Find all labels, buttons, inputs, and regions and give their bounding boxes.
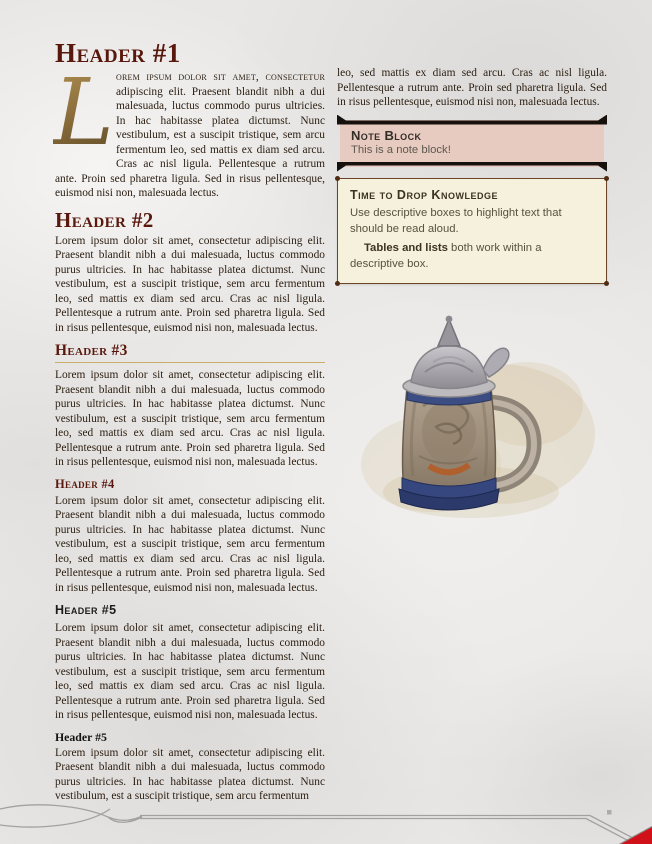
stein-lid-dome [411,345,487,389]
footer-ornament [0,800,652,844]
body-paragraph: Lorem ipsum dolor sit amet, consectetur adipiscing elit. Praesent blandit nibh a dui malesuada, luctus commodo purus ultricies. In hac habitasse platea dictumst. Nunc vestibulum, est a suscipit tristique, sem arcu fermentum leo, sed mattis ex diam sed arcu. Cras ac nisl ligula. Pellentesque a rutrum ante. Proin sed pharetra ligula. Sed in risus pellentesque, euismod nisi non, malesuada lectus. [55,234,325,334]
note-block-title: Note Block [351,127,422,143]
note-block-bottom-bar [337,162,607,172]
drop-cap-letter: L [53,59,115,166]
corner-dot-icon [604,176,609,181]
note-block-top-bar [337,115,607,125]
corner-dot-icon [335,281,340,286]
two-column-layout [55,40,607,804]
note-block-body: This is a note block! [351,143,451,156]
descriptive-box-text: Use descriptive boxes to highlight text that should be read aloud. [350,206,562,235]
continuation-paragraph: leo, sed mattis ex diam sed arcu. Cras ac nisl ligula. Pellentesque a rutrum ante. Proin sed pharetra ligula. Sed in risus pellentesque, euismod nisi non, malesuada lectus. [337,67,607,108]
footer-leaf-flourish [0,805,142,820]
footer-square-dot [607,810,612,815]
corner-dot-icon [335,176,340,181]
heading-1: Header #1 [55,38,181,68]
body-paragraph: Lorem ipsum dolor sit amet, consectetur adipiscing elit. Praesent blandit nibh a dui malesuada, luctus commodo purus ultricies. In hac habitasse platea dictumst. Nunc vestibulum, est a suscipit tristique, sem arcu fermentum leo, sed mattis ex diam sed arcu. Cras ac nisl ligula. Pellentesque a rutrum ante. Proin sed pharetra ligula. Sed in risus pellentesque, euismod nisi non, malesuada lectus. [55,369,325,468]
heading-4: Header #4 [55,476,115,491]
heading-6: Header #5 [55,729,107,744]
descriptive-box [337,178,607,284]
body-paragraph-truncated: Lorem ipsum dolor sit amet, consectetur adipiscing elit. Praesent blandit nibh a dui malesuada, luctus commodo purus ultricies. In hac habitasse platea dictumst. Nunc vestibulum, est a suscipit tristique, sem arcu fermentum [55,746,325,802]
corner-dot-icon [604,281,609,286]
lead-small-caps: orem ipsum dolor sit amet, consectetur [116,71,325,83]
heading-2: Header #2 [55,207,154,232]
note-block [340,120,604,167]
lead-rest: adipiscing elit. Praesent blandit nibh a dui malesuada, luctus commodo purus ultricies. In hac habitasse platea dictumst. Nunc vestibulum, est a suscipit tristique, sem arcu fermentum leo, sed mattis ex diam sed arcu. Cras ac nisl ligula. Pellentesque a rutrum ante. Proin sed pharetra ligula. Sed in risus pellentesque, euismod nisi non, malesuada lectus. [55,85,325,199]
descriptive-box-bold-rest: both work within a descriptive box. [350,241,542,270]
heading-3: Header #3 [55,343,325,363]
stein-finial [438,319,460,346]
footer-rule-line [140,816,652,844]
right-column [337,40,607,804]
lead-paragraph [53,59,325,201]
illustration-container [339,306,607,520]
body-paragraph: Lorem ipsum dolor sit amet, consectetur adipiscing elit. Praesent blandit nibh a dui malesuada, luctus commodo purus ultricies. In hac habitasse platea dictumst. Nunc vestibulum, est a suscipit tristique, sem arcu fermentum leo, sed mattis ex diam sed arcu. Cras ac nisl ligula. Pellentesque a rutrum ante. Proin sed pharetra ligula. Sed in risus pellentesque, euismod nisi non, malesuada lectus. [55,622,325,721]
beer-stein-illustration [349,306,597,520]
descriptive-box-bold-lead: Tables and lists [364,241,448,254]
descriptive-box-text-2 [350,240,594,273]
heading-5: Header #5 [55,603,117,617]
body-paragraph: Lorem ipsum dolor sit amet, consectetur adipiscing elit. Praesent blandit nibh a dui malesuada, luctus commodo purus ultricies. In hac habitasse platea dictumst. Nunc vestibulum, est a suscipit tristique, sem arcu fermentum leo, sed mattis ex diam sed arcu. Cras ac nisl ligula. Pellentesque a rutrum ante. Proin sed pharetra ligula. Sed in risus pellentesque, euismod nisi non, malesuada lectus. [55,494,325,594]
left-column [55,40,325,804]
descriptive-box-title: Time to Drop Knowledge [350,187,498,202]
